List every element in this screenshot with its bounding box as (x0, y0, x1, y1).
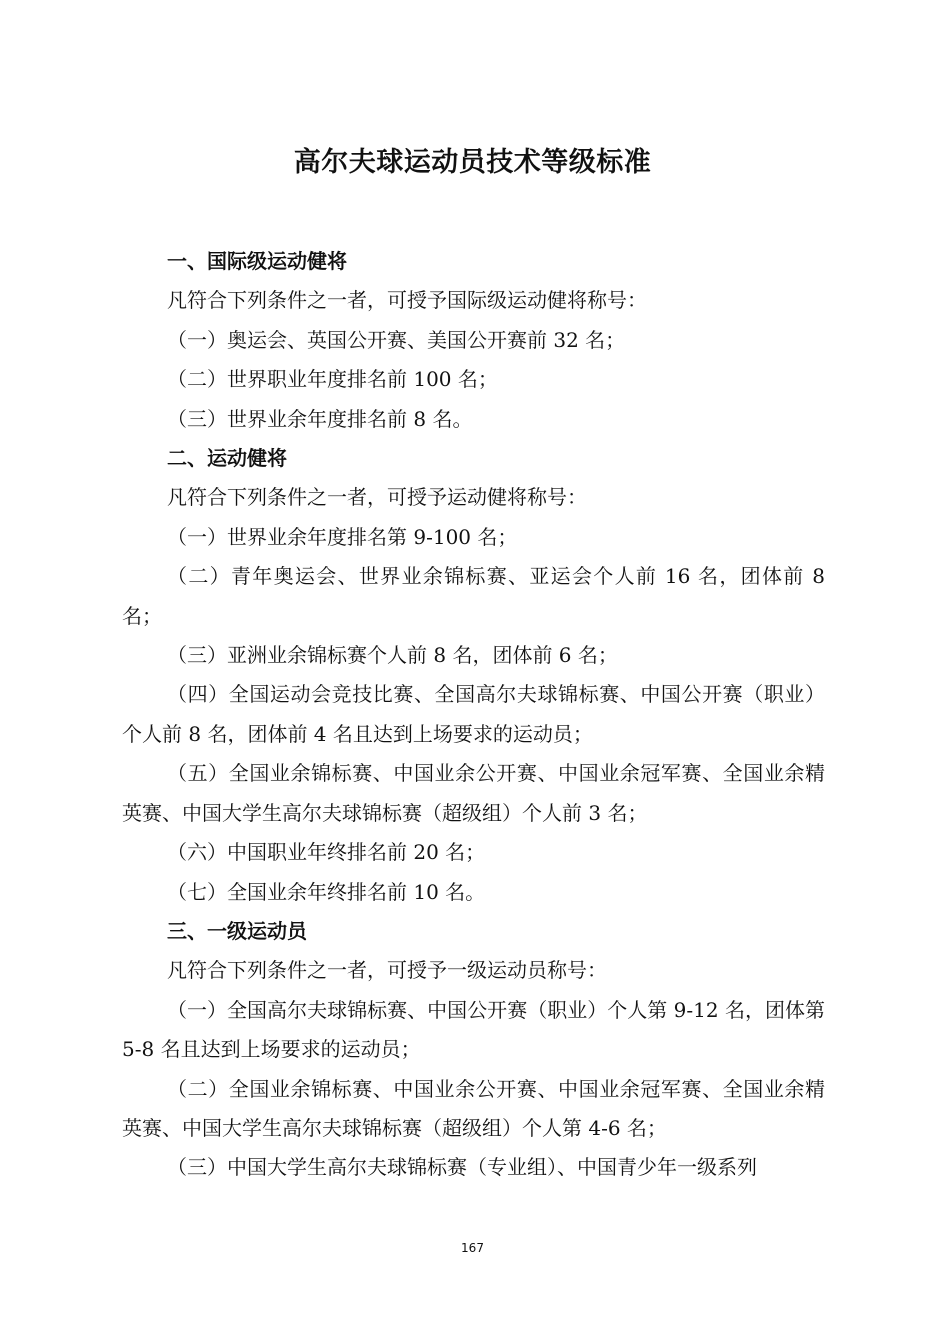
paragraph: （七）全国业余年终排名前 10 名。 (167, 879, 486, 904)
paragraph: （五）全国业余锦标赛、中国业余公开赛、中国业余冠军赛、全国业余精英赛、中国大学生高尔夫球锦标赛（超级组）个人前 3 名； (122, 761, 825, 825)
paragraph: 凡符合下列条件之一者，可授予运动健将称号： (167, 485, 587, 510)
document-body (122, 242, 825, 1188)
paragraph: （一）奥运会、英国公开赛、美国公开赛前 32 名； (167, 327, 626, 352)
paragraph: （六）中国职业年终排名前 20 名； (167, 840, 486, 865)
page-number: 167 (461, 1241, 484, 1255)
paragraph: 凡符合下列条件之一者，可授予国际级运动健将称号： (167, 288, 647, 313)
paragraph: （二）全国业余锦标赛、中国业余公开赛、中国业余冠军赛、全国业余精英赛、中国大学生高尔夫球锦标赛（超级组）个人第 4-6 名； (122, 1076, 825, 1140)
document-title: 高尔夫球运动员技术等级标准 (293, 147, 652, 178)
paragraph: （三）亚洲业余锦标赛个人前 8 名，团体前 6 名； (167, 643, 618, 668)
section-heading-2: 二、运动健将 (167, 446, 287, 471)
paragraph: （四）全国运动会竞技比赛、全国高尔夫球锦标赛、中国公开赛（职业）个人前 8 名，团体前 4 名且达到上场要求的运动员； (122, 682, 825, 746)
paragraph: （三）世界业余年度排名前 8 名。 (167, 406, 473, 431)
paragraph: 凡符合下列条件之一者，可授予一级运动员称号： (167, 958, 607, 983)
section-heading-3: 三、一级运动员 (167, 918, 307, 943)
paragraph: （三）中国大学生高尔夫球锦标赛（专业组）、中国青少年一级系列 (167, 1155, 757, 1180)
section-heading-1: 一、国际级运动健将 (167, 249, 347, 273)
paragraph: （一）世界业余年度排名第 9-100 名； (167, 524, 518, 549)
paragraph: （一）全国高尔夫球锦标赛、中国公开赛（职业）个人第 9-12 名，团体第 5-8 名且达到上场要求的运动员； (122, 997, 825, 1062)
paragraph: （二）世界职业年度排名前 100 名； (167, 367, 498, 392)
paragraph: （二）青年奥运会、世界业余锦标赛、亚运会个人前 16 名，团体前 8 名； (122, 564, 825, 628)
